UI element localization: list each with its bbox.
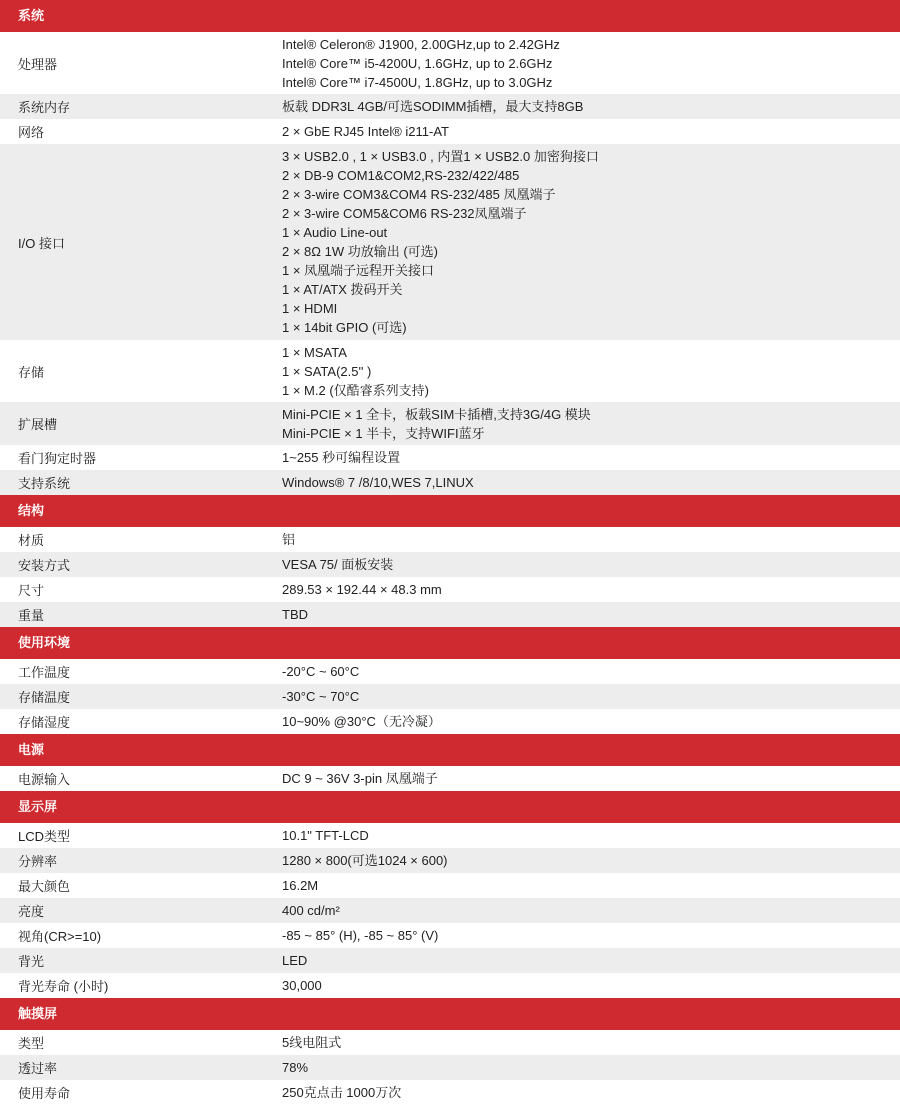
spec-value-line: 1 × Audio Line-out — [282, 225, 388, 240]
spec-value — [282, 1080, 900, 1105]
spec-value — [282, 873, 900, 898]
spec-value-line: 250克点击 1000万次 — [282, 1085, 402, 1100]
spec-label: 安装方式 — [18, 558, 71, 573]
spec-row — [0, 923, 900, 948]
spec-value-line: LED — [282, 953, 308, 968]
section-header: 触摸屏 — [0, 998, 900, 1030]
spec-value — [282, 552, 900, 577]
spec-value-line: TBD — [282, 607, 308, 622]
spec-label: 存储温度 — [18, 690, 71, 705]
spec-row — [0, 32, 900, 94]
spec-label: 视角(CR>=10) — [18, 929, 102, 944]
spec-row — [0, 577, 900, 602]
spec-label: I/O 接口 — [18, 235, 65, 251]
spec-row — [0, 445, 900, 470]
spec-row — [0, 144, 900, 340]
spec-value-line: 1 × M.2 (仅酷睿系列支持) — [282, 382, 429, 398]
spec-value — [282, 1030, 900, 1055]
spec-value-line: 10.1" TFT-LCD — [282, 828, 369, 843]
spec-value-line: 1 × 14bit GPIO (可选) — [282, 320, 407, 335]
spec-value — [282, 766, 900, 791]
spec-label: 亮度 — [18, 904, 45, 919]
section-header: 系统 — [0, 0, 900, 32]
spec-value — [282, 948, 900, 973]
spec-row — [0, 552, 900, 577]
spec-row — [0, 948, 900, 973]
spec-value — [282, 823, 900, 848]
spec-value-line: 2 × 8Ω 1W 功放输出 (可选) — [282, 244, 438, 259]
spec-value — [282, 923, 900, 948]
spec-value-line: 1 × HDMI — [282, 301, 338, 316]
spec-value-line: 2 × GbE RJ45 Intel® i211-AT — [282, 124, 449, 139]
spec-value-line: 1 × 凤凰端子远程开关接口 — [282, 263, 435, 278]
section-header: 结构 — [0, 495, 900, 527]
spec-value-line: 1~255 秒可编程设置 — [282, 450, 401, 465]
spec-label: 最大颜色 — [18, 879, 71, 894]
spec-value-line: 10~90% @30°C（无冷凝） — [282, 714, 441, 729]
spec-value-line: 1280 × 800(可选1024 × 600) — [282, 853, 448, 868]
spec-value-line: 78% — [282, 1060, 309, 1075]
spec-row — [0, 973, 900, 998]
spec-row — [0, 340, 900, 402]
spec-value-line: 1 × MSATA — [282, 344, 347, 360]
spec-value-line: 3 × USB2.0 , 1 × USB3.0 , 内置1 × USB2.0 加密狗接口 — [282, 149, 599, 164]
spec-value-line: Intel® Core™ i7-4500U, 1.8GHz, up to 3.0GHz — [282, 74, 553, 90]
spec-label: 网络 — [18, 125, 45, 140]
spec-row — [0, 659, 900, 684]
spec-value — [282, 973, 900, 998]
spec-label: 尺寸 — [18, 583, 45, 598]
spec-value-line: 板载 DDR3L 4GB/可选SODIMM插槽，最大支持8GB — [282, 99, 584, 114]
spec-row — [0, 823, 900, 848]
spec-label: 支持系统 — [18, 476, 71, 491]
spec-value — [282, 94, 900, 119]
spec-label: LCD类型 — [18, 829, 71, 844]
spec-value-line: 289.53 × 192.44 × 48.3 mm — [282, 582, 442, 597]
spec-value-line: Mini-PCIE × 1 半卡，支持WIFI蓝牙 — [282, 425, 485, 441]
section-header: 显示屏 — [0, 791, 900, 823]
spec-value-line: 400 cd/m² — [282, 903, 340, 918]
spec-label: 重量 — [18, 608, 45, 623]
spec-value — [282, 445, 900, 470]
spec-row — [0, 898, 900, 923]
spec-row — [0, 873, 900, 898]
spec-label: 分辨率 — [18, 854, 58, 869]
spec-row — [0, 1080, 900, 1105]
spec-row — [0, 402, 900, 445]
spec-value — [282, 602, 900, 627]
spec-row — [0, 527, 900, 552]
spec-value — [282, 684, 900, 709]
spec-label: 看门狗定时器 — [18, 451, 97, 466]
spec-row — [0, 1030, 900, 1055]
spec-value-line: Windows® 7 /8/10,WES 7,LINUX — [282, 475, 474, 490]
spec-label: 扩展槽 — [18, 417, 58, 432]
spec-value — [282, 470, 900, 495]
spec-value — [282, 709, 900, 734]
section-header: 使用环境 — [0, 627, 900, 659]
spec-value-line: -20°C ~ 60°C — [282, 664, 360, 679]
spec-value — [282, 527, 900, 552]
spec-label: 背光寿命 (小时) — [18, 979, 109, 994]
spec-label: 电源输入 — [18, 772, 71, 787]
spec-label: 处理器 — [18, 56, 58, 72]
spec-label: 透过率 — [18, 1061, 58, 1076]
spec-value-line: Intel® Core™ i5-4200U, 1.6GHz, up to 2.6GHz — [282, 55, 553, 71]
spec-value — [282, 340, 900, 403]
spec-label: 存储 — [18, 364, 45, 380]
spec-label: 材质 — [18, 533, 45, 548]
spec-row — [0, 94, 900, 119]
spec-label: 类型 — [18, 1036, 45, 1051]
spec-value — [282, 119, 900, 144]
spec-row — [0, 709, 900, 734]
spec-row — [0, 848, 900, 873]
spec-value — [282, 848, 900, 873]
spec-value-line: -85 ~ 85° (H), -85 ~ 85° (V) — [282, 928, 439, 943]
spec-value-line: 铝 — [282, 532, 296, 547]
spec-value-line: 1 × AT/ATX 拨码开关 — [282, 282, 403, 297]
spec-row — [0, 684, 900, 709]
spec-value — [282, 402, 900, 446]
spec-value-line: 30,000 — [282, 978, 322, 993]
spec-value-line: DC 9 ~ 36V 3-pin 凤凰端子 — [282, 771, 438, 786]
spec-row — [0, 602, 900, 627]
spec-value — [282, 577, 900, 602]
spec-label: 系统内存 — [18, 100, 71, 115]
spec-value-line: Mini-PCIE × 1 全卡，板载SIM卡插槽,支持3G/4G 模块 — [282, 406, 591, 422]
spec-value-line: 5线电阻式 — [282, 1035, 342, 1050]
spec-label: 背光 — [18, 954, 45, 969]
spec-row — [0, 1055, 900, 1080]
spec-value — [282, 898, 900, 923]
spec-row — [0, 470, 900, 495]
spec-value — [282, 32, 900, 95]
spec-value-line: Intel® Celeron® J1900, 2.00GHz,up to 2.42GHz — [282, 36, 560, 52]
spec-value-line: 16.2M — [282, 878, 319, 893]
spec-value-line: 2 × 3-wire COM3&COM4 RS-232/485 凤凰端子 — [282, 187, 556, 202]
spec-row — [0, 766, 900, 791]
spec-value — [282, 1055, 900, 1080]
spec-value-line: -30°C ~ 70°C — [282, 689, 360, 704]
section-header: 电源 — [0, 734, 900, 766]
spec-value-line: 1 × SATA(2.5'' ) — [282, 363, 372, 379]
spec-value-line: VESA 75/ 面板安装 — [282, 557, 394, 572]
spec-value-line: 2 × DB-9 COM1&COM2,RS-232/422/485 — [282, 168, 520, 183]
spec-value-line: 2 × 3-wire COM5&COM6 RS-232凤凰端子 — [282, 206, 527, 221]
spec-label: 存储湿度 — [18, 715, 71, 730]
spec-label: 使用寿命 — [18, 1086, 71, 1101]
spec-value — [282, 144, 900, 340]
spec-row — [0, 119, 900, 144]
spec-value — [282, 659, 900, 684]
spec-label: 工作温度 — [18, 665, 71, 680]
